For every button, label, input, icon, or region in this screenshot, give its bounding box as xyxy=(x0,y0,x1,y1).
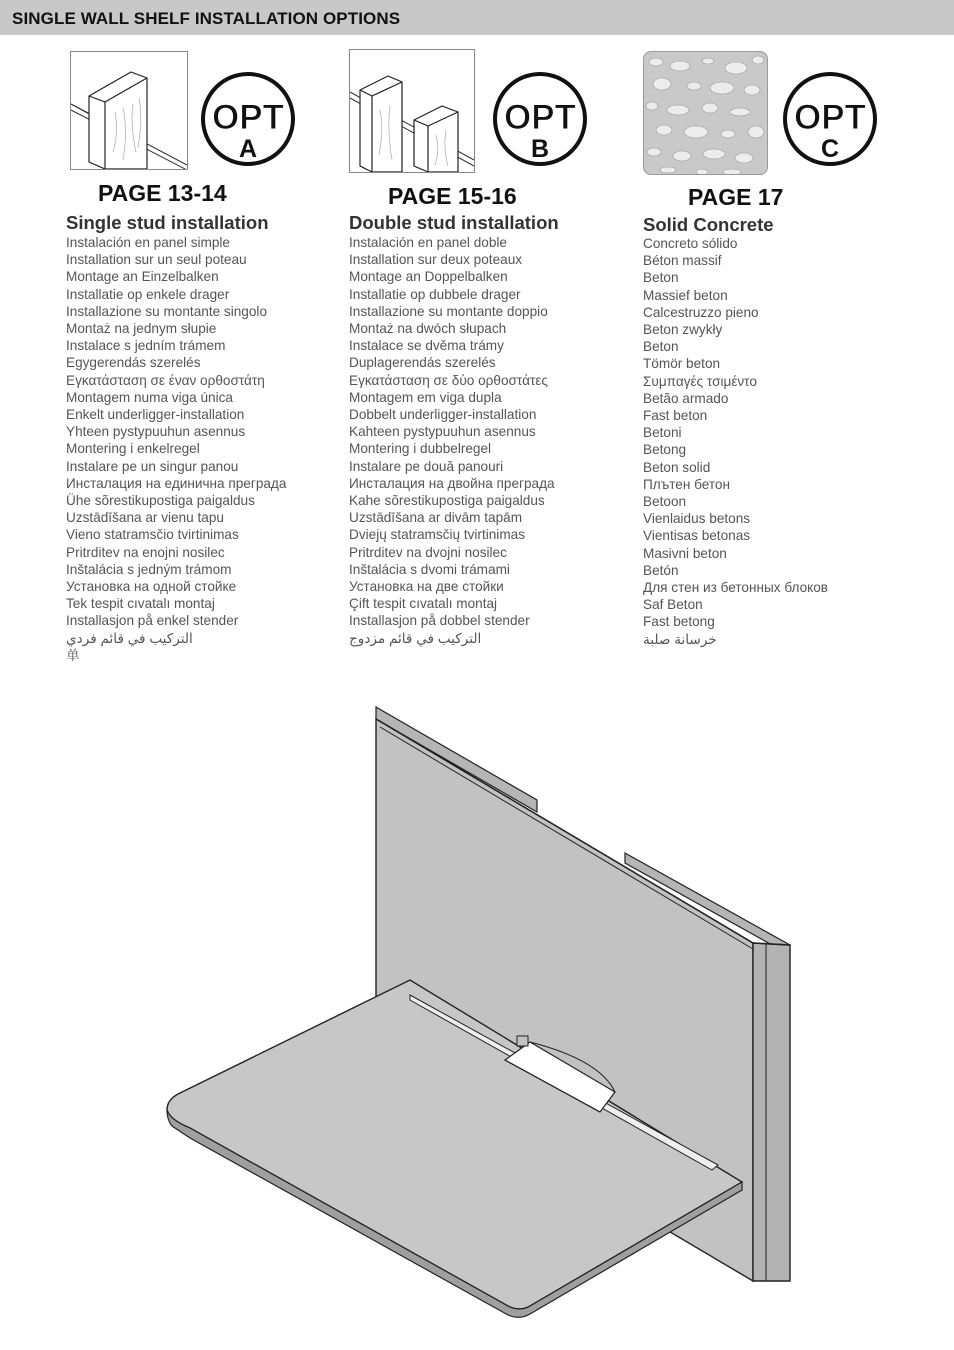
translation-item: Установка на одной стойке xyxy=(66,579,237,595)
translation-item: Fast beton xyxy=(643,408,708,424)
translation-item: Installazione su montante singolo xyxy=(66,303,268,319)
translation-item: Betão armado xyxy=(643,390,729,406)
section-title: SINGLE WALL SHELF INSTALLATION OPTIONS xyxy=(12,9,401,28)
translation-item: Tek tespit cıvatalı montaj xyxy=(66,596,215,612)
translation-item: Εγκατάσταση σε δύο ορθοστάτες xyxy=(349,372,548,388)
translation-item: Instalare pe un singur panou xyxy=(66,458,239,474)
option-c-page-ref: PAGE 17 xyxy=(688,184,784,210)
section-header xyxy=(0,0,954,35)
translation-item: خرسانة صلبة xyxy=(643,631,717,647)
option-b-title: Double stud installation xyxy=(349,212,559,233)
translation-item: Betón xyxy=(643,562,679,578)
translation-item: Instalación en panel simple xyxy=(66,235,230,250)
translation-item: Beton xyxy=(643,270,679,286)
translation-item: Montagem em viga dupla xyxy=(349,389,502,405)
svg-text:C: C xyxy=(820,135,840,163)
translation-item: Uzstādīšana ar divām tapām xyxy=(349,510,523,526)
translation-item: Montering i dubbelregel xyxy=(349,441,492,457)
translation-item: Yhteen pystypuuhun asennus xyxy=(66,424,246,440)
translation-item: Инсталация на двойна преграда xyxy=(349,475,555,491)
option-b-page-ref: PAGE 15-16 xyxy=(388,183,517,209)
option-b-badge xyxy=(492,71,588,167)
translation-item: Pritrditev na enojni nosilec xyxy=(66,544,225,560)
translation-item: Beton xyxy=(643,339,679,355)
svg-text:OPT: OPT xyxy=(794,98,866,137)
wall-shelf-illustration xyxy=(0,690,954,1330)
translation-item: Enkelt underligger-installation xyxy=(66,407,245,423)
translation-item: Плътен бетон xyxy=(643,476,730,492)
translation-item: Συμπαγές τσιμέντο xyxy=(643,373,757,389)
translation-item: Installation sur deux poteaux xyxy=(349,252,523,268)
option-a-page-ref: PAGE 13-14 xyxy=(98,180,227,206)
translation-item: Vieno statramsčio tvirtinimas xyxy=(66,527,239,543)
translation-item: Pritrditev na dvojni nosilec xyxy=(349,544,507,560)
translation-item: Betong xyxy=(643,442,687,458)
translation-item: Betoon xyxy=(643,494,687,510)
option-a-title: Single stud installation xyxy=(66,212,269,233)
translation-item: Montaż na dwóch słupach xyxy=(349,321,507,337)
single-stud-thumbnail xyxy=(70,51,188,170)
translation-item: Montage an Einzelbalken xyxy=(66,269,219,285)
translation-item: Instalación en panel doble xyxy=(349,235,507,250)
translation-item: Dobbelt underligger-installation xyxy=(349,407,537,423)
option-c-title: Solid Concrete xyxy=(643,214,774,235)
translation-item: Calcestruzzo pieno xyxy=(643,304,759,320)
translation-item: Beton zwykły xyxy=(643,322,723,338)
translation-item: التركيب في قائم فردي xyxy=(66,630,193,646)
option-b-translations xyxy=(349,234,555,647)
single-stud-drawing xyxy=(71,52,187,169)
translation-item: Installazione su montante doppio xyxy=(349,303,548,319)
translation-item: Installatie op enkele drager xyxy=(66,286,230,302)
concrete-thumbnail xyxy=(643,51,768,175)
translation-item: Установка на две стойки xyxy=(349,579,504,595)
translation-item: Installasjon på dobbel stender xyxy=(349,613,530,629)
translation-item: Beton solid xyxy=(643,459,711,475)
translation-item: Çift tespit cıvatalı montaj xyxy=(349,596,498,612)
translation-item: Installatie op dubbele drager xyxy=(349,286,521,302)
translation-item: Ühe sõrestikupostiga paigaldus xyxy=(66,493,255,509)
translation-item: Montering i enkelregel xyxy=(66,441,200,457)
translation-item: Inštalácia s dvomi trámami xyxy=(349,561,510,577)
translation-item: Kahteen pystypuuhun asennus xyxy=(349,424,536,440)
translation-item: Masivni beton xyxy=(643,545,727,561)
translation-item: Montage an Doppelbalken xyxy=(349,269,508,285)
double-stud-drawing xyxy=(350,50,474,172)
svg-text:A: A xyxy=(238,135,258,163)
translation-item: Egygerendás szerelés xyxy=(66,355,201,371)
option-c-translations xyxy=(643,235,828,648)
translation-item: Tömör beton xyxy=(643,356,721,372)
translation-item: Duplagerendás szerelés xyxy=(349,355,496,371)
translation-item: Installation sur un seul poteau xyxy=(66,252,247,268)
translation-item: Saf Beton xyxy=(643,597,703,613)
translation-item: Kahe sõrestikupostiga paigaldus xyxy=(349,493,545,509)
double-stud-thumbnail xyxy=(349,49,475,173)
translation-item: Instalace se dvěma trámy xyxy=(349,338,504,354)
translation-item: Béton massif xyxy=(643,253,722,269)
translation-item: Concreto sólido xyxy=(643,236,738,251)
translation-item: Vienlaidus betons xyxy=(643,511,751,527)
svg-text:OPT: OPT xyxy=(504,98,576,137)
translation-item: Montagem numa viga única xyxy=(66,389,233,405)
translation-item: Instalare pe două panouri xyxy=(349,458,504,474)
svg-text:OPT: OPT xyxy=(212,98,284,137)
option-a-badge xyxy=(200,71,296,167)
translation-item: Инсталация на единична преграда xyxy=(66,475,287,491)
translation-item: Vientisas betonas xyxy=(643,528,751,544)
translation-item: Inštalácia s jedným trámom xyxy=(66,561,232,577)
option-c-badge xyxy=(782,71,878,167)
translation-item: Montaż na jednym słupie xyxy=(66,321,217,337)
option-a-translations xyxy=(66,234,286,664)
translation-item: Dviejų statramsčių tvirtinimas xyxy=(349,527,526,543)
translation-item: Fast betong xyxy=(643,614,715,630)
translation-item: Uzstādīšana ar vienu tapu xyxy=(66,510,224,526)
concrete-texture xyxy=(644,52,767,174)
translation-item: Εγκατάσταση σε έναν ορθοστάτη xyxy=(66,372,265,388)
translation-item: Instalace s jedním trámem xyxy=(66,338,226,354)
translation-item: Massief beton xyxy=(643,287,728,303)
svg-text:B: B xyxy=(530,135,550,163)
translation-item: Для стен из бетонных блоков xyxy=(643,580,829,596)
translation-item: التركيب في قائم مزدوج xyxy=(349,630,482,646)
translation-item: Installasjon på enkel stender xyxy=(66,613,239,629)
translation-item: Betoni xyxy=(643,425,682,441)
translation-item: 单 xyxy=(66,647,80,663)
